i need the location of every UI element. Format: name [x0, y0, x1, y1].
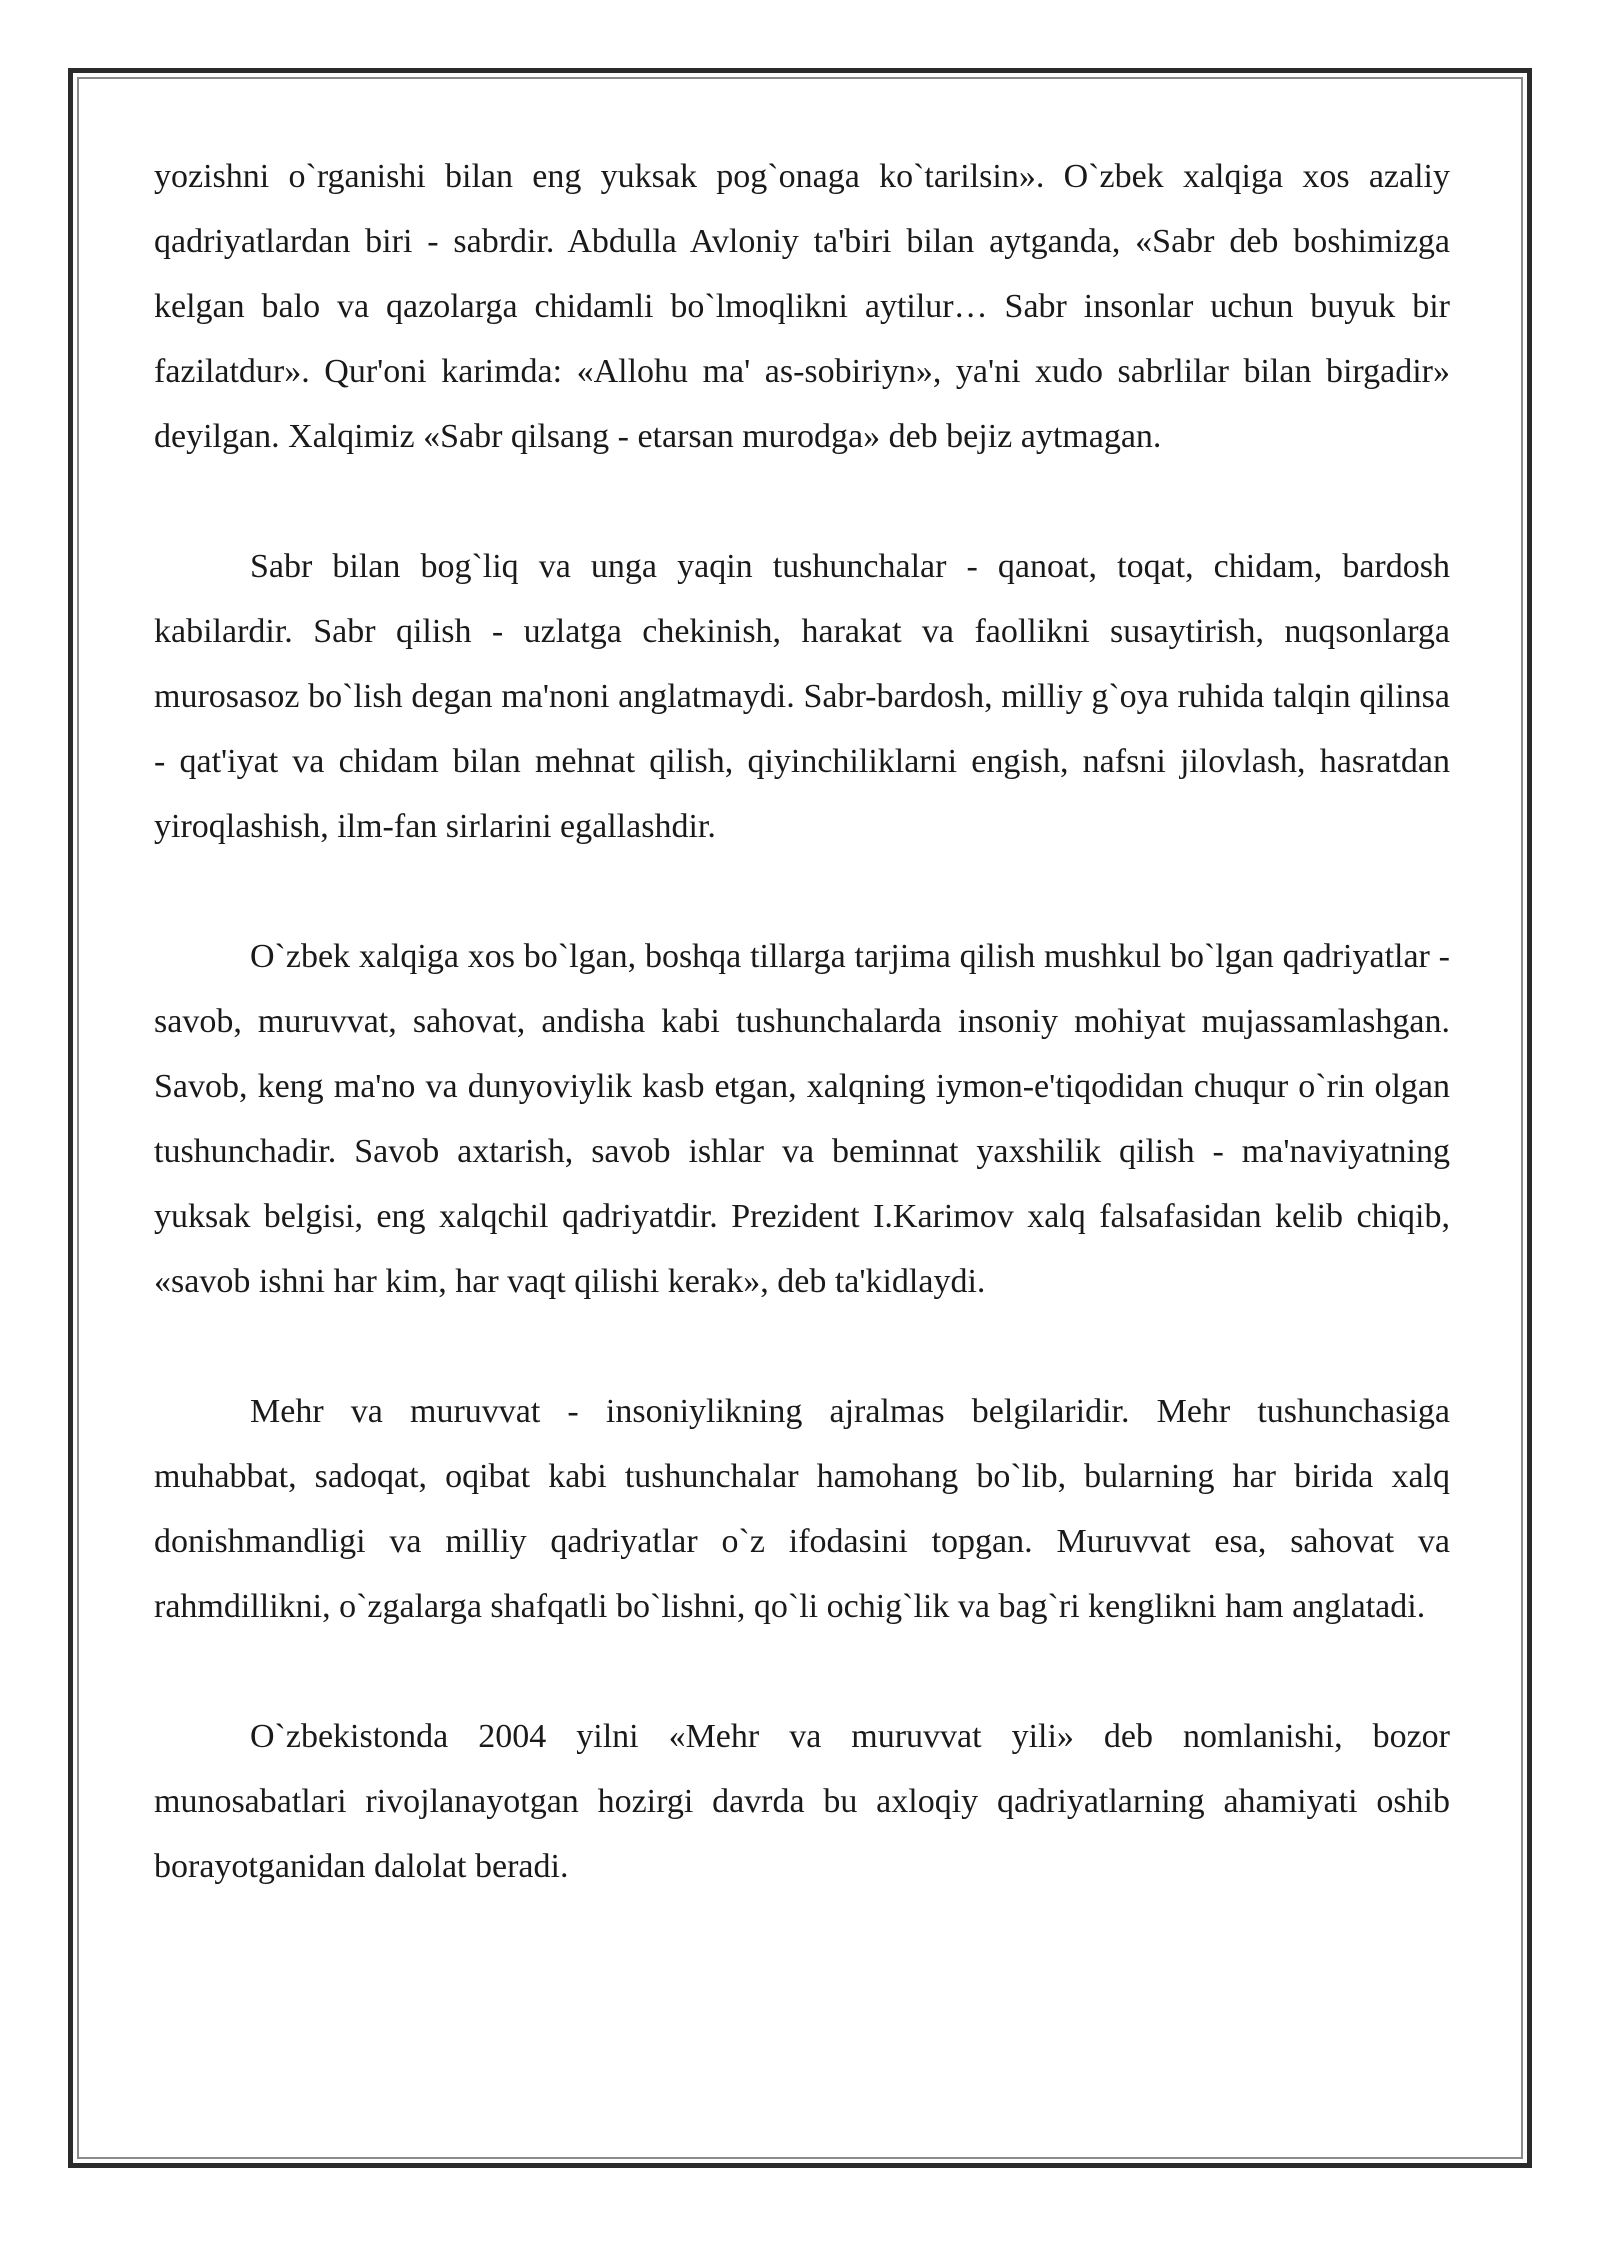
paragraph-savob: O`zbek xalqiga xos bo`lgan, boshqa tillarga tarjima qilish mushkul bo`lgan qadriyatlar -savob, muruvvat, sahovat, andisha kabi tushunchalarda insoniy mohiyat mujassamlashgan. Savob, keng ma'no va dunyoviylik kasb etgan, xalqning iymon-e'tiqodidan chuqur o`rin olgan tushunchadir. Savob axtarish, savob ishlar va beminnat yaxshilik qilish - ma'naviyatning yuksak belgisi, eng xalqchil qadriyatdir. Prezident I.Karimov xalq falsafasidan kelib chiqib, «savob ishni har kim, har vaqt qilishi kerak», deb ta'kidlaydi. [154, 938, 1450, 1300]
document-body [154, 144, 1450, 1899]
paragraph-mehr-muruvvat-yili: O`zbekistonda 2004 yilni «Mehr va muruvvat yili» deb nomlanishi, bozor munosabatlari rivojlanayotgan hozirgi davrda bu axloqiy qadriyatlarning ahamiyati oshib borayotganidan dalolat beradi. [154, 1718, 1450, 1885]
paragraph-sabr-concepts: Sabr bilan bog`liq va unga yaqin tushunchalar - qanoat, toqat, chidam, bardosh kabilardir. Sabr qilish - uzlatga chekinish, harakat va faollikni susaytirish, nuqsonlarga murosasoz bo`lish degan ma'noni anglatmaydi. Sabr-bardosh, milliy g`oya ruhida talqin qilinsa - qat'iyat va chidam bilan mehnat qilish, qiyinchiliklarni engish, nafsni jilovlash, hasratdan yiroqlashish, ilm-fan sirlarini egallashdir. [154, 548, 1450, 845]
paragraph-sabr-intro: yozishni o`rganishi bilan eng yuksak pog`onaga ko`tarilsin». O`zbek xalqiga xos azaliy qadriyatlardan biri - sabrdir. Abdulla Avloniy ta'biri bilan aytganda, «Sabr deb boshimizga kelgan balo va qazolarga chidamli bo`lmoqlikni aytilur… Sabr insonlar uchun buyuk bir fazilatdur». Qur'oni karimda: «Allohu ma' as-sobiriyn», ya'ni xudo sabrlilar bilan birgadir» deyilgan. Xalqimiz «Sabr qilsang - etarsan murodga» deb bejiz aytmagan. [154, 158, 1450, 455]
paragraph-mehr-muruvvat: Mehr va muruvvat - insoniylikning ajralmas belgilaridir. Mehr tushunchasiga muhabbat, sadoqat, oqibat kabi tushunchalar hamohang bo`lib, bularning har birida xalq donishmandligi va milliy qadriyatlar o`z ifodasini topgan. Muruvvat esa, sahovat va rahmdillikni, o`zgalarga shafqatli bo`lishni, qo`li ochig`lik va bag`ri kenglikni ham anglatadi. [154, 1393, 1450, 1625]
